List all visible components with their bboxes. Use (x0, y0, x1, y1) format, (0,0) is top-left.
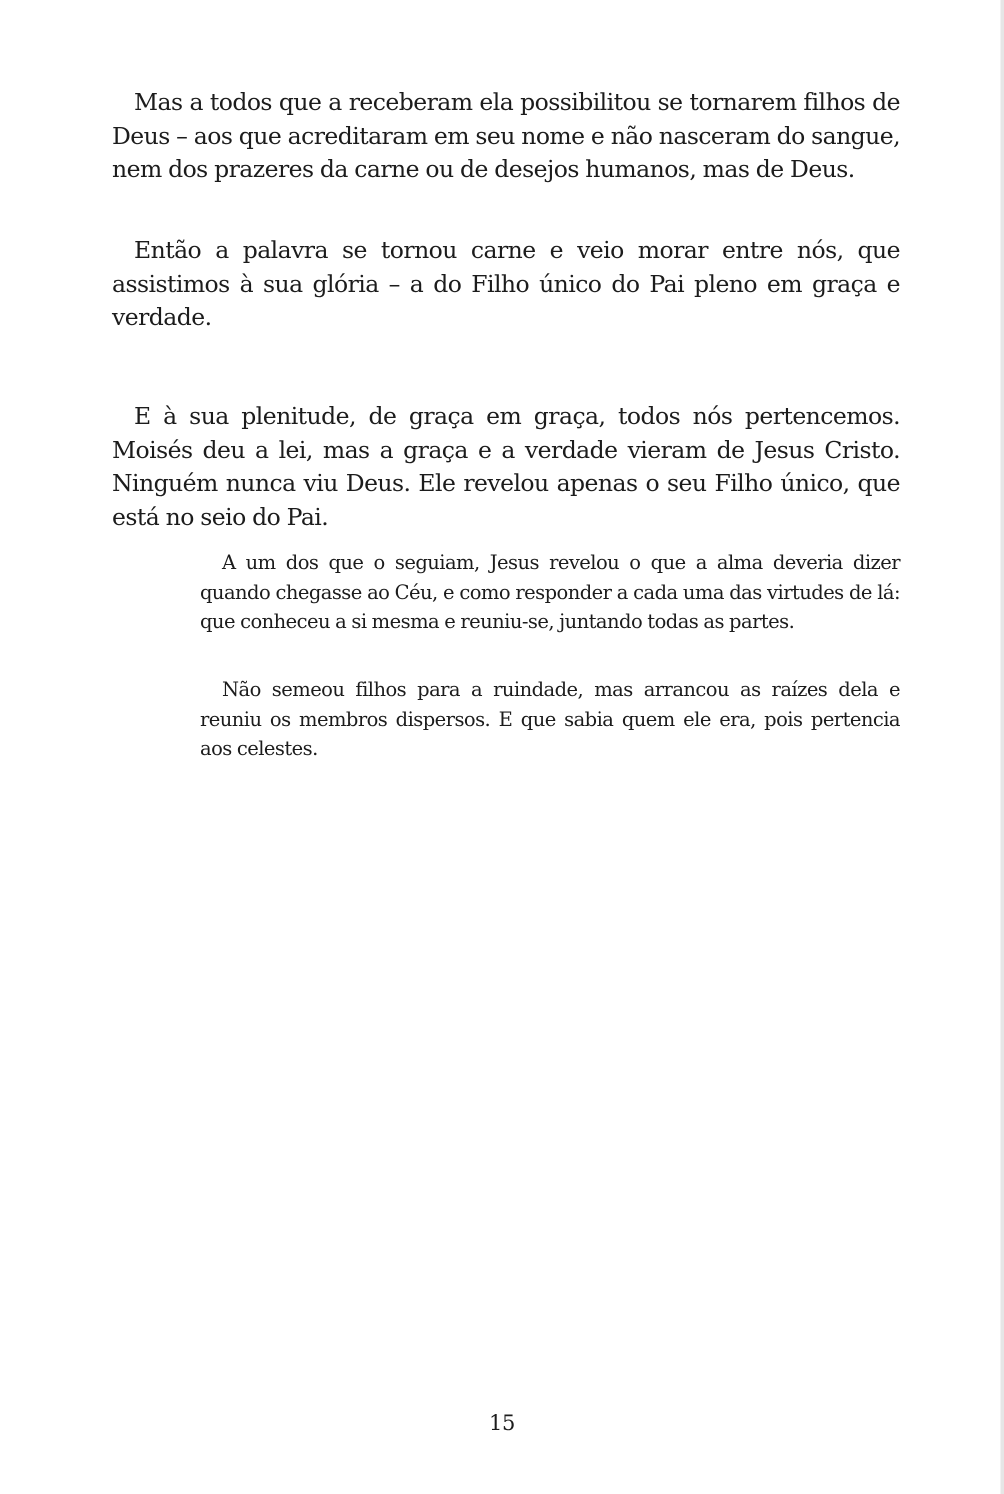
paragraph-2-block (112, 234, 900, 335)
quote-paragraph-1: A um dos que o seguiam, Jesus revelou o que a alma deveria dizer quando chegasse ao Céu, e como responder a cada uma das virtudes de lá: que conheceu a si mesma e reuniu-se, juntando todas as partes. (200, 551, 900, 633)
paragraph-3-block (112, 400, 900, 534)
quote-paragraph-1-block (200, 548, 900, 637)
paragraph-1: Mas a todos que a receberam ela possibilitou se tornarem filhos de Deus – aos que acreditaram em seu nome e não nasceram do sangue, nem dos prazeres da carne ou de desejos humanos, mas de Deus. (112, 88, 901, 183)
page-number: 15 (488, 1411, 516, 1435)
paragraph-3: E à sua plenitude, de graça em graça, todos nós pertencemos. Moisés deu a lei, mas a graça e a verdade vieram de Jesus Cristo. Ninguém nunca viu Deus. Ele revelou apenas o seu Filho único, que está no seio do Pai. (112, 402, 900, 531)
quote-paragraph-2: Não semeou filhos para a ruindade, mas arrancou as raízes dela e reuniu os membros dispersos. E que sabia quem ele era, pois pertencia aos celestes. (200, 678, 900, 760)
paragraph-1-block (112, 86, 900, 187)
paragraph-2: Então a palavra se tornou carne e veio morar entre nós, que assistimos à sua glória – a do Filho único do Pai pleno em graça e verdade. (112, 236, 900, 331)
quote-paragraph-2-block (200, 675, 900, 764)
